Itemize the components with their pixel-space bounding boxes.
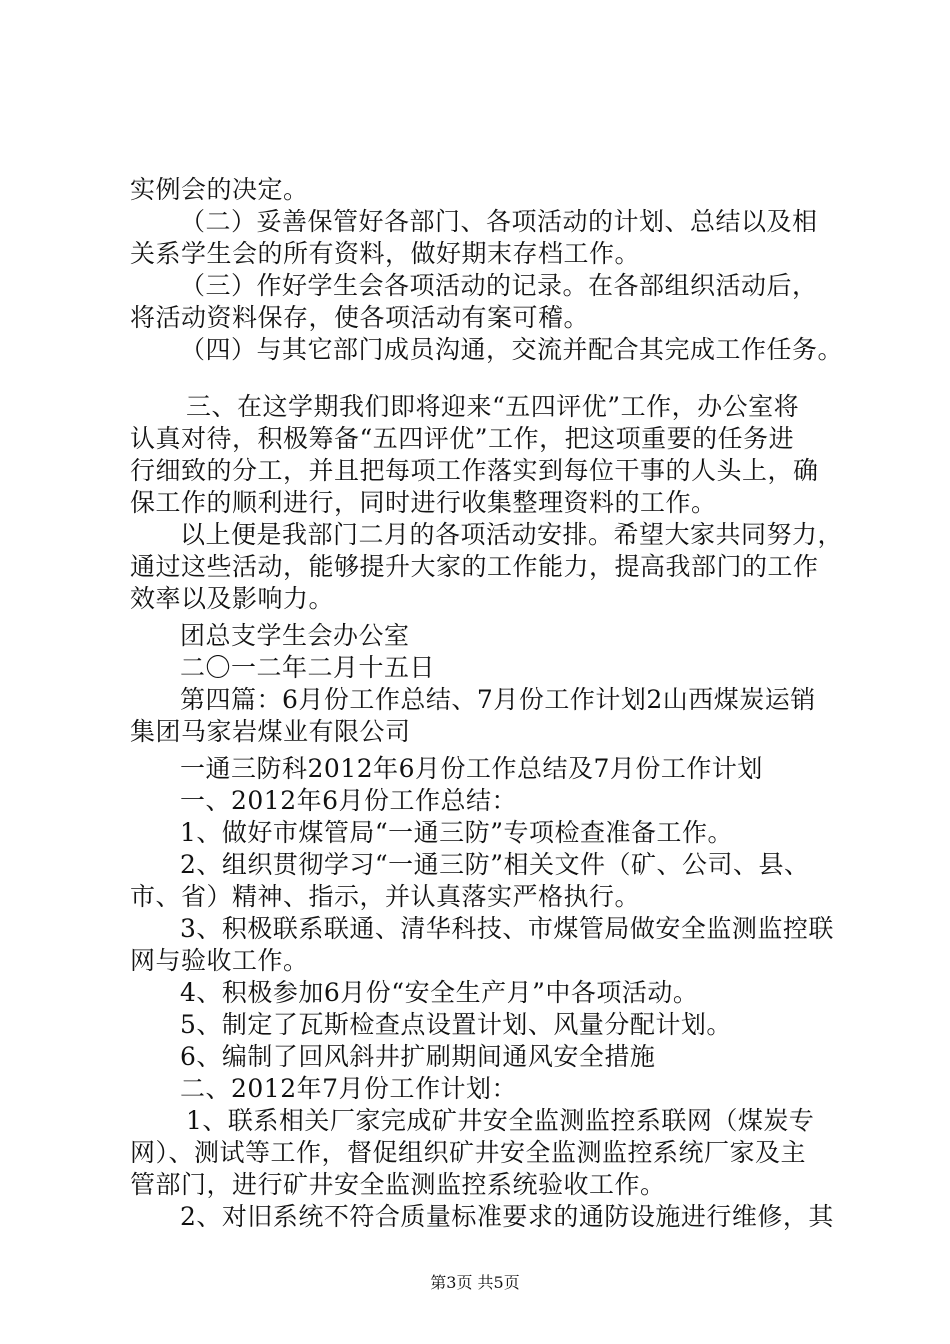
text-line: 2、对旧系统不符合质量标准要求的通防设施进行维修，其 (180, 1202, 834, 1231)
text-line: 5、制定了瓦斯检查点设置计划、风量分配计划。 (180, 1010, 732, 1039)
text-line: 二、2012年7月份工作计划： (180, 1074, 518, 1103)
text-line: 三、在这学期我们即将迎来“五四评优”工作，办公室将 (186, 392, 800, 421)
text-line: 2、组织贯彻学习“一通三防”相关文件（矿、公司、县、 (180, 850, 810, 879)
text-line: 保工作的顺利进行，同时进行收集整理资料的工作。 (130, 488, 717, 517)
page-number-footer: 第3页 共5页 (430, 1273, 520, 1292)
text-line: 二〇一二年二月十五日 (180, 653, 436, 682)
text-line: （二）妥善保管好各部门、各项活动的计划、总结以及相 (180, 207, 818, 236)
text-line: 3、积极联系联通、清华科技、市煤管局做安全监测监控联 (180, 914, 834, 943)
text-line: 网与验收工作。 (130, 946, 309, 975)
text-line: 4、积极参加6月份“安全生产月”中各项活动。 (180, 978, 699, 1007)
text-line: 1、做好市煤管局“一通三防”专项检查准备工作。 (180, 818, 733, 847)
text-line: 一通三防科2012年6月份工作总结及7月份工作计划 (180, 754, 763, 783)
text-line: 通过这些活动，能够提升大家的工作能力，提高我部门的工作 (130, 552, 819, 581)
text-line: 认真对待，积极筹备“五四评优”工作，把这项重要的任务进 (130, 424, 795, 453)
text-line: 管部门，进行矿井安全监测监控系统验收工作。 (130, 1170, 666, 1199)
text-line: （三）作好学生会各项活动的记录。在各部组织活动后， (180, 271, 818, 300)
text-line: （四）与其它部门成员沟通，交流并配合其完成工作任务。 (180, 335, 844, 364)
text-line: 关系学生会的所有资料，做好期末存档工作。 (130, 239, 641, 268)
text-line: 将活动资料保存，使各项活动有案可稽。 (130, 303, 590, 332)
text-line: 团总支学生会办公室 (180, 621, 410, 650)
text-line: 1、联系相关厂家完成矿井安全监测监控系联网（煤炭专 (186, 1106, 815, 1135)
text-line: 市、省）精神、指示，并认真落实严格执行。 (130, 882, 641, 911)
text-line: 以上便是我部门二月的各项活动安排。希望大家共同努力， (180, 520, 844, 549)
text-line: 网）、测试等工作，督促组织矿井安全监测监控系统厂家及主 (130, 1138, 807, 1167)
text-line: 行细致的分工，并且把每项工作落实到每位干事的人头上，确 (130, 456, 819, 485)
text-line: 集团马家岩煤业有限公司 (130, 717, 411, 746)
text-line: 6、编制了回风斜井扩刷期间通风安全措施 (180, 1042, 656, 1071)
text-line: 效率以及影响力。 (130, 584, 335, 613)
text-line: 一、2012年6月份工作总结： (180, 786, 518, 815)
text-line: 第四篇：6月份工作总结、7月份工作计划2山西煤炭运销 (180, 685, 816, 714)
text-line: 实例会的决定。 (130, 175, 309, 204)
